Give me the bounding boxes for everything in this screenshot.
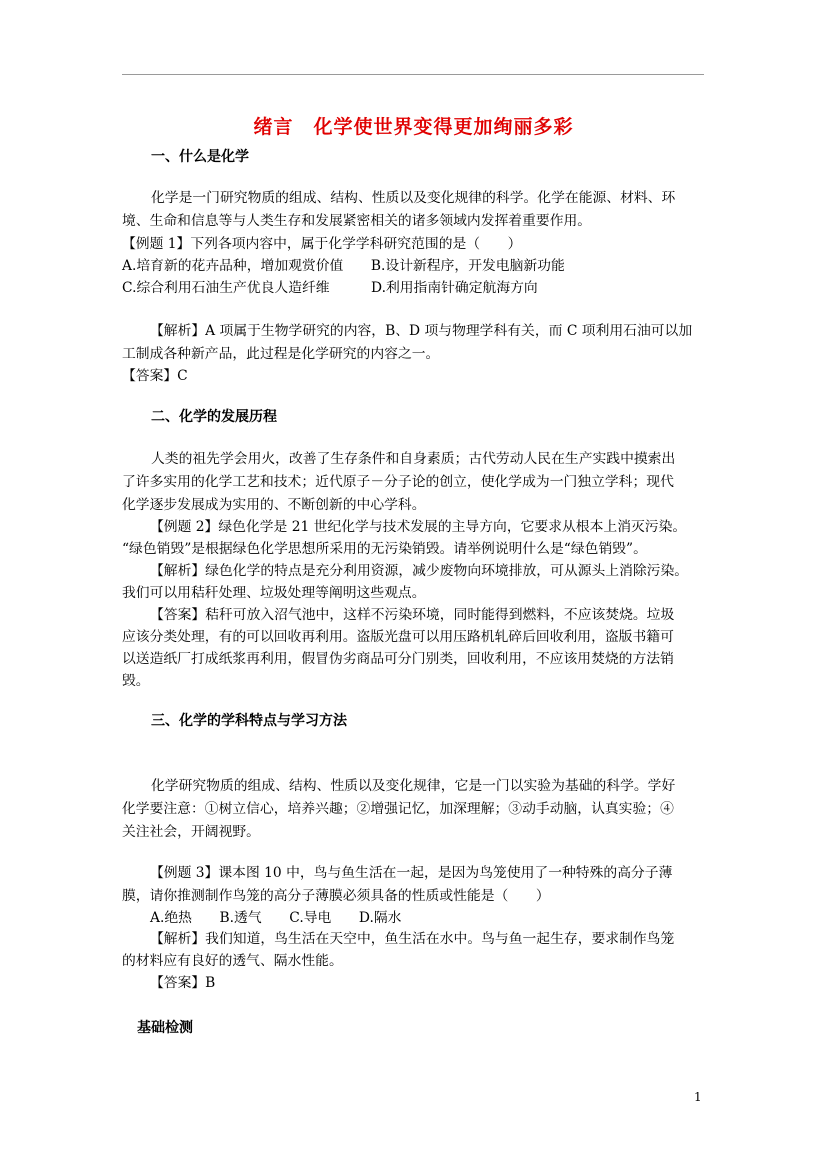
- example-1-options: A.培育新的花卉品种，增加观赏价值 B.设计新程序，开发电脑新功能: [122, 258, 565, 274]
- section-heading-3: 三、化学的学科特点与学习方法: [151, 713, 347, 729]
- s1-paragraph-line: 化学是一门研究物质的组成、结构、性质以及变化规律的科学。化学在能源、材料、环: [151, 190, 676, 206]
- s2-paragraph-line: 化学逐步发展成为实用的、不断创新的中心学科。: [122, 497, 426, 513]
- section-heading-4: 基础检测: [137, 1020, 193, 1036]
- s3-paragraph-line: 化学要注意：①树立信心，培养兴趣；②增强记忆，加深理解；③动手动脑，认真实验；④: [122, 801, 674, 817]
- example-3-analysis: 【解析】我们知道，鸟生活在天空中，鱼生活在水中。鸟与鱼一起生存，要求制作鸟笼: [150, 931, 675, 947]
- example-3-question: 【例题 3】课本图 10 中，鸟与鱼生活在一起，是因为鸟笼使用了一种特殊的高分子薄: [150, 865, 673, 881]
- example-1-answer: 【答案】C: [122, 368, 188, 384]
- example-2-analysis: 我们可以用秸秆处理、垃圾处理等阐明这些观点。: [122, 585, 426, 601]
- example-2-question: 【例题 2】绿色化学是 21 世纪化学与技术发展的主导方向，它要求从根本上消灭污染。: [150, 519, 687, 535]
- s3-paragraph-line: 化学研究物质的组成、结构、性质以及变化规律，它是一门以实验为基础的科学。学好: [151, 778, 676, 794]
- s1-paragraph-line: 境、生命和信息等与人类生存和发展紧密相关的诸多领域内发挥着重要作用。: [122, 213, 592, 229]
- s2-paragraph-line: 人类的祖先学会用火，改善了生存条件和自身素质；古代劳动人民在生产实践中摸索出: [151, 451, 676, 467]
- example-2-answer: 以送造纸厂打成纸浆再利用，假冒伪劣商品可分门别类，回收利用，不应该用焚烧的方法销: [122, 651, 674, 667]
- example-3-analysis: 的材料应有良好的透气、隔水性能。: [122, 953, 343, 969]
- page-number: 1: [694, 1090, 702, 1104]
- example-2-analysis: 【解析】绿色化学的特点是充分利用资源，减少废物向环境排放，可从源头上消除污染。: [150, 563, 689, 579]
- example-3-question: 膜，请你推测制作鸟笼的高分子薄膜必须具备的性质或性能是（ ）: [122, 888, 550, 904]
- s3-paragraph-line: 关注社会，开阔视野。: [122, 824, 260, 840]
- example-3-options: A.绝热 B.透气 C.导电 D.隔水: [150, 910, 402, 926]
- header-rule: [122, 74, 704, 75]
- example-1-options: C.综合利用石油生产优良人造纤维 D.利用指南针确定航海方向: [122, 280, 538, 296]
- example-2-answer: 【答案】秸秆可放入沼气池中，这样不污染环境，同时能得到燃料，不应该焚烧。垃圾: [150, 607, 675, 623]
- section-heading-1: 一、什么是化学: [151, 149, 249, 165]
- page-title: 绪言 化学使世界变得更加绚丽多彩: [253, 116, 574, 138]
- example-2-question: “绿色销毁”是根据绿色化学思想所采用的无污染销毁。请举例说明什么是“绿色销毁”。: [122, 541, 647, 557]
- example-1-analysis: 工制成各种新产品，此过程是化学研究的内容之一。: [122, 346, 440, 362]
- s2-paragraph-line: 了许多实用的化学工艺和技术；近代原子－分子论的创立，使化学成为一门独立学科；现代: [122, 474, 674, 490]
- example-2-answer: 毁。: [122, 673, 150, 689]
- example-1-question: 【例题 1】下列各项内容中，属于化学学科研究范围的是（ ）: [122, 236, 522, 252]
- example-1-analysis: 【解析】A 项属于生物学研究的内容，B、D 项与物理学科有关，而 C 项利用石油可以加: [150, 323, 693, 339]
- example-2-answer: 应该分类处理，有的可以回收再利用。盗版光盘可以用压路机轧碎后回收利用，盗版书籍可: [122, 629, 674, 645]
- section-heading-2: 二、化学的发展历程: [151, 409, 277, 425]
- example-3-answer: 【答案】B: [150, 975, 216, 991]
